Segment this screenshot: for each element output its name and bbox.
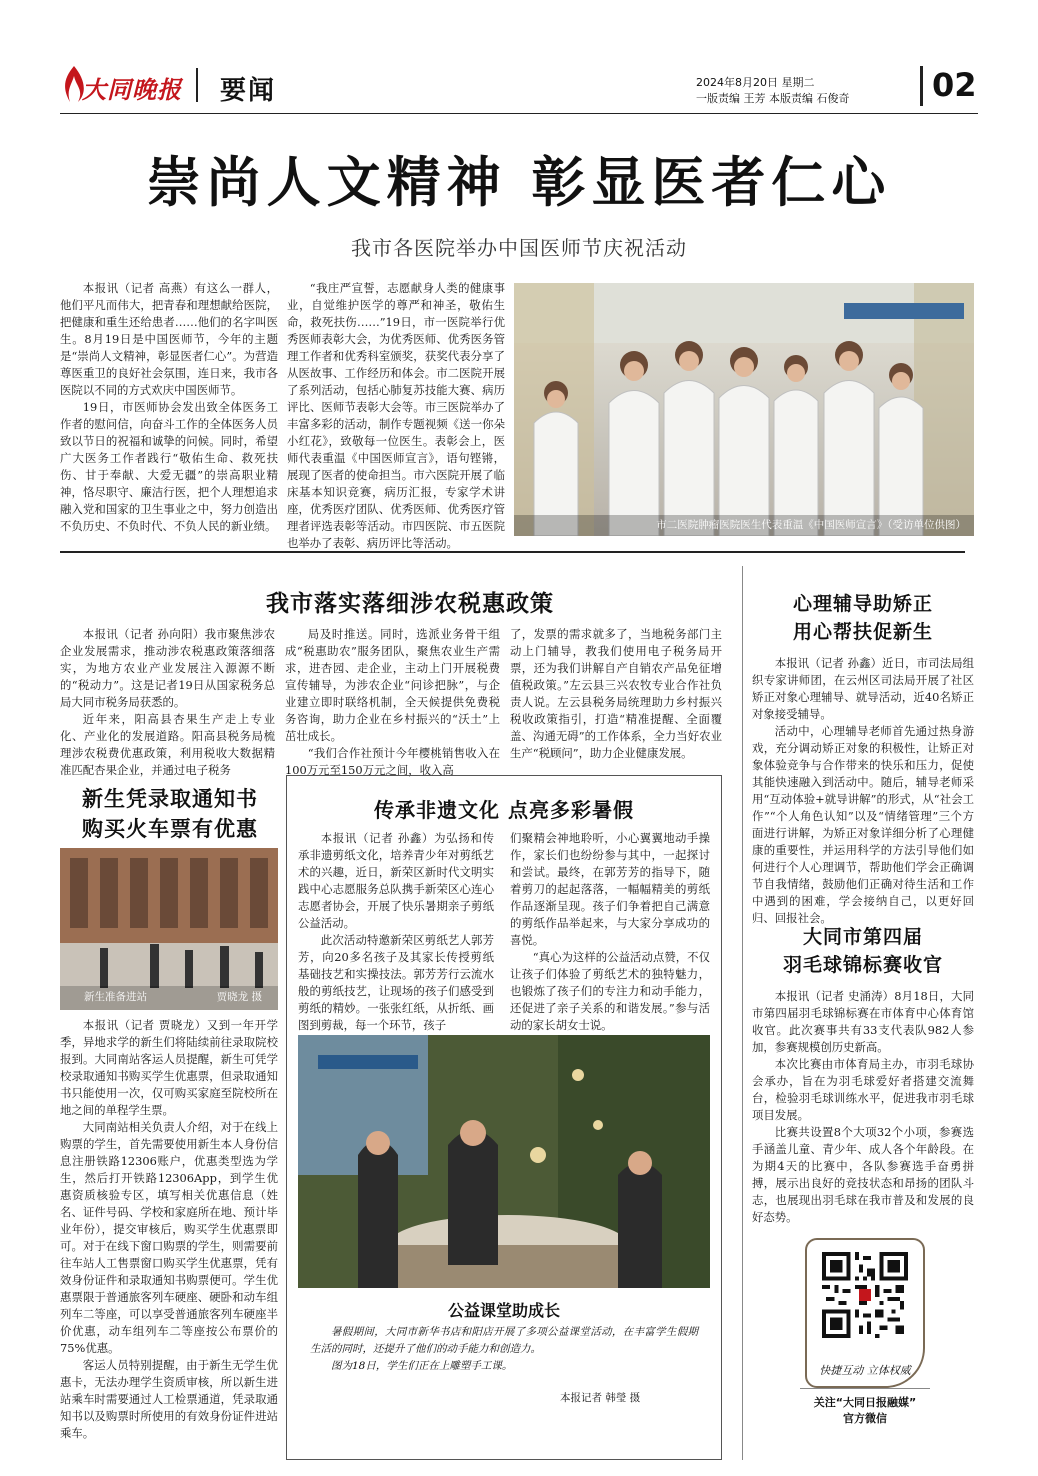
train-para: 本报讯（记者 贾晓龙）又到一年开学季，异地求学的新生们将陆续前往录取院校报到。大同南站客运人员提醒，新生可凭学校录取通知书购买学生优惠票，但录取通知书只能使用一次，仅可购买家庭至院校所在地之间的单程学生票。 [60, 1018, 278, 1117]
badminton-para: 本报讯（记者 史涌涛）8月18日，大同市第四届羽毛球锦标赛在市体育中心体育馆收官。此次赛事共有33支代表队982人参加，参赛规模创历史新高。 [752, 989, 974, 1054]
train-headline-2: 购买火车票有优惠 [82, 817, 258, 841]
tax-para: 本报讯（记者 孙向阳）我市聚焦涉农企业发展需求，推动涉农税惠政策落细落实，为地方农业产业发展注入源源不断的“税动力”。这是记者19日从国家税务总局大同市税务局获悉的。 [60, 627, 275, 709]
train-photo [60, 848, 278, 1010]
papercut-col1 [298, 830, 494, 1034]
papercut-para: 此次活动特邀新荣区剪纸艺人郭芳芳，向20多名孩子及其家长传授剪纸基础技艺和实操技法。郭芳芳行云流水般的剪纸技艺，让现场的孩子们感受到剪纸的精妙。一张张红纸，从折纸、画图到剪裁，每一个环节，孩子 [298, 933, 494, 1032]
doctors-pledge-image [514, 283, 974, 536]
tax-col3 [510, 626, 722, 762]
train-para: 客运人员特别提醒，由于新生无学生优惠卡，无法办理学生资质审核，所以新生进站乘车时需要通过人工检票通道，凭录取通知书以及购票时所使用的有效身份证件进站乘车。 [60, 1358, 278, 1440]
psych-para: 本报讯（记者 孙鑫）近日，市司法局组织专家讲师团，在云州区司法局开展了社区矫正对象心理辅导、就导活动，近40名矫正对象接受辅导。 [752, 656, 974, 721]
qr-follow-2: 官方微信 [843, 1412, 887, 1425]
tax-para: 近年来，阳高县杏果生产走上专业化、产业化的发展道路。阳高县税务局梳理涉农税费优惠政策，利用税收大数据精准匹配杏果企业，并通过电子税务 [60, 712, 275, 777]
section-name: 要闻 [220, 76, 277, 106]
masthead [60, 62, 978, 112]
sculpture-class-image [298, 1035, 710, 1288]
papercut-col2 [510, 830, 710, 1034]
lead-subheadline: 我市各医院举办中国医师节庆祝活动 [351, 236, 687, 260]
papercut-headline: 传承非遗文化 点亮多彩暑假 [374, 798, 634, 822]
qr-slogan: 快捷互动 立体权威 [819, 1364, 911, 1377]
badminton-headline-2: 羽毛球锦标赛收官 [782, 954, 943, 976]
masthead-rule [60, 113, 978, 114]
psych-body [752, 655, 974, 927]
editors-line: 一版责编 王芳 本版责编 石俊奇 [696, 92, 850, 105]
qr-divider [800, 1388, 930, 1389]
lead-headline: 崇尚人文精神 彰显医者仁心 [146, 151, 892, 214]
station-image [60, 848, 278, 1010]
papercut-photo-para: 图为18日，学生们正在上雕塑手工课。 [331, 1360, 513, 1372]
lead-para: “我庄严宣誓，志愿献身人类的健康事业，自觉维护医学的尊严和神圣，敬佑生命，救死扶伤……”19日，市一医院举行优秀医师表彰大会，为优秀医师、优秀医务管理工作者和优秀科室颁奖，获奖代表分享了从医故事、工作经历和体会。市二医院开展了系列活动，包括心肺复苏技能大赛、病历评比、医师节表彰大会等。市三医院举办了丰富多彩的活动，制作专题视频《送一你朵小红花》，致敬每一位医生。表彰会上，医师代表重温《中国医师宣言》，语句铿锵，展现了医者的使命担当。市六医院开展了临床基本知识竞赛，病历汇报，专家学术讲座，优秀医疗团队、优秀医师、优秀医疗管理者评选表彰等活动。市四医院、市五医院也举办了表彰、病历评比等活动。 [287, 281, 505, 550]
lead-bottom-rule [60, 551, 965, 553]
tax-para: “我们合作社预计今年樱桃销售收入在100万元至150万元之间，收入高 [285, 746, 500, 777]
badminton-body [752, 988, 974, 1226]
page-number: 02 [932, 66, 977, 104]
badminton-para: 比赛共设置8个大项32个小项，参赛选手涵盖儿童、青少年、成人各个年龄段。在为期4天的比赛中，各队参赛选手奋勇拼搏，展示出良好的竞技状态和昂扬的团队斗志，也展现出羽毛球在我市普及和发展的良好态势。 [752, 1125, 974, 1224]
tax-para: 局及时推送。同时，选派业务骨干组成“税惠助农”服务团队，聚焦农业生产需求，进杏园、走企业，主动上门开展税费宣传辅导，为涉农企业“问诊把脉”，与企业建立即时联络机制，全天候提供免费税务咨询，助力企业在乡村振兴的“沃土”上茁壮成长。 [285, 627, 500, 743]
papercut-para: 们聚精会神地聆听，小心翼翼地动手操作，家长们也纷纷参与其中，一起探讨和尝试。最终，在郭芳芳的指导下，随着剪刀的起起落落，一幅幅精美的剪纸作品逐渐呈现。孩子们争着把自己满意的剪纸作品举起来，与大家分享成功的喜悦。 [510, 831, 710, 947]
psych-headline-2: 用心帮扶促新生 [792, 621, 933, 643]
qr-code-icon [822, 1252, 908, 1338]
psych-para: 活动中，心理辅导老师首先通过热身游戏，充分调动矫正对象的积极性，让矫正对象体验竞争与合作带来的快乐和压力，促使其能快速融入到活动中。随后，辅导老师采用“互动体验+就导讲解”的形式，从“社会工作”“个人角色认知”以及“情绪管理”三个方面进行讲解，为矫正对象详细分析了心理健康的重要性，并运用科学的方法引导他们如何进行个人心理调节，帮助他们学会正确调节自我情绪，鼓励他们正确对待生活和工作中遇到的困难，学会接纳自己，以更好回归、回报社会。 [752, 724, 974, 925]
right-column-rule [742, 566, 743, 1460]
tax-col1 [60, 626, 275, 779]
papercut-para: 本报讯（记者 孙鑫）为弘扬和传承非遗剪纸文化，培养青少年对剪纸艺术的兴趣，近日，新荣区新时代文明实践中心志愿服务总队携手新荣区心连心志愿者协会，开展了快乐暑期亲子剪纸公益活动。 [298, 831, 494, 930]
lead-photo-caption: 市二医院肿瘤医院医生代表重温《中国医师宣言》（受访单位供图） [656, 519, 966, 531]
lead-photo [514, 283, 974, 536]
papercut-photo-credit: 本报记者 韩瑩 摄 [560, 1392, 641, 1404]
train-headline-1: 新生凭录取通知书 [82, 787, 258, 811]
logo [60, 64, 184, 104]
tax-col2 [285, 626, 500, 779]
psych-headline-1: 心理辅导助矫正 [792, 593, 933, 615]
page-divider [920, 66, 923, 106]
train-para: 大同南站相关负责人介绍，对于在线上购票的学生，首先需要使用新生本人身份信息注册铁路12306账户，优惠类型选为学生，然后打开铁路12306App，到学生优惠资质核验专区，填写相关优惠信息（姓名、证件号码、学校和家庭所在地、预计毕业年份），提交审核后，购买学生优惠票即可。对于在线下窗口购票的学生，则需要前往车站人工售票窗口购买学生优惠票，凭有效身份证件和录取通知书购票便可。学生优惠票限于普通旅客列车硬座、硬卧和动车组列车二等座，可以享受普通旅客列车硬座半价优惠，动车组列车二等座按公布票价的75%优惠。 [60, 1120, 278, 1355]
lead-para: 本报讯（记者 高燕）有这么一群人，他们平凡而伟大，把青春和理想献给医院，把健康和重生还给患者……他们的名字叫医生。8月19日是中国医师节，今年的主题是“崇尚人文精神，彰显医者仁心”。为营造尊医重卫的良好社会氛围，连日来，我市各医院以不同的方式欢庆中国医师节。 [60, 281, 278, 397]
masthead-divider [196, 68, 198, 102]
badminton-headline-1: 大同市第四届 [802, 926, 923, 948]
qr-code[interactable] [822, 1252, 908, 1338]
tax-headline: 我市落实落细涉农税惠政策 [266, 591, 554, 617]
papercut-photo-title: 公益课堂助成长 [447, 1301, 560, 1320]
papercut-photo [298, 1035, 710, 1288]
logo-text: 大同晚报 [82, 76, 182, 104]
qr-follow-1: 关注“大同日报融媒” [813, 1396, 917, 1409]
papercut-photo-text [310, 1324, 698, 1375]
papercut-photo-para: 暑假期间，大同市新华书店和阳店开展了多项公益课堂活动，在丰富学生假期生活的同时，还提升了他们的动手能力和创造力。 [310, 1326, 698, 1355]
train-body [60, 1017, 278, 1442]
lead-col2 [287, 280, 505, 552]
badminton-para: 本次比赛由市体育局主办，市羽毛球协会承办，旨在为羽毛球爱好者搭建交流舞台，检验羽毛球训练水平，促进我市羽毛球项目发展。 [752, 1057, 974, 1122]
tax-para: 了，发票的需求就多了，当地税务部门主动上门辅导，教我们使用电子税务局开票，还为我们讲解自产自销农产品免征增值税政策。”左云县三兴农牧专业合作社负责人说。左云县税务局统理助力乡村振兴税收政策指引，打造“精准提醒、全面覆盖、沟通无碍”的工作体系，全力当好农业生产“税顾问”，助力企业健康发展。 [510, 627, 722, 760]
train-photo-credit: 贾晓龙 摄 [216, 991, 262, 1003]
lead-para: 19日，市医师协会发出致全体医务工作者的慰问信，向奋斗工作的全体医务人员致以节日的祝福和诚挚的问候。同时，希望广大医务工作者践行“敬佑生命、救死扶伤、甘于奉献、大爱无疆”的崇高职业精神，恪尽职守、廉洁行医，把个人理想追求融入党和国家的卫生事业之中，努力创造出不负历史、不负时代、不负人民的新业绩。 [60, 400, 278, 533]
lead-col1 [60, 280, 278, 535]
date-line: 2024年8月20日 星期二 [696, 76, 815, 89]
papercut-para: “真心为这样的公益活动点赞，不仅让孩子们体验了剪纸艺术的独特魅力，也锻炼了孩子们的专注力和动手能力，还促进了亲子关系的和谐发展。”参与活动的家长胡女士说。 [510, 950, 710, 1032]
train-photo-caption: 新生准备进站 [84, 991, 147, 1003]
